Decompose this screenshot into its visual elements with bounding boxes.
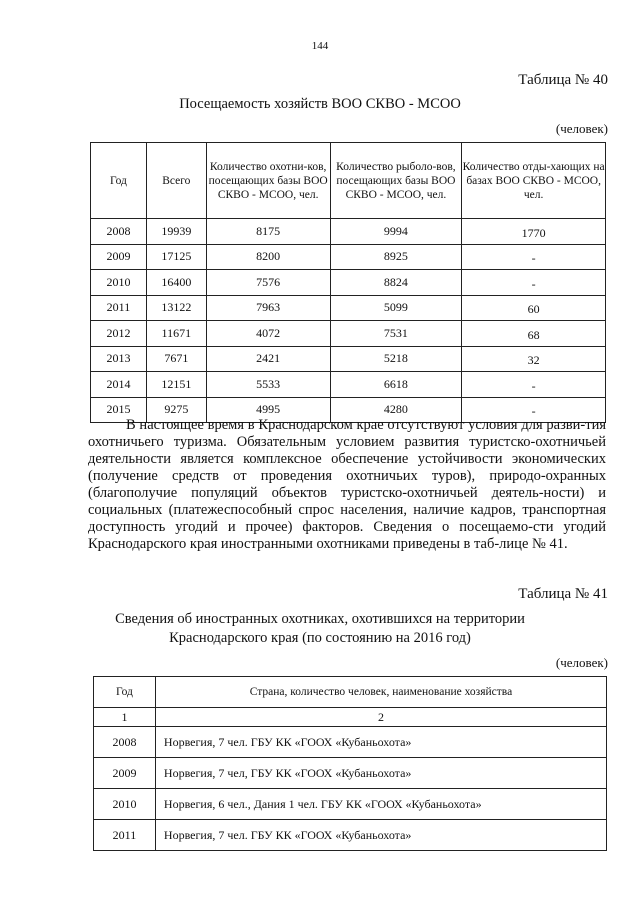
cell-hunters: 7576 — [206, 270, 330, 296]
cell-vacationers: - — [462, 270, 606, 296]
column-number: 2 — [155, 708, 606, 727]
table-40-header-row — [91, 143, 606, 219]
cell-year: 2010 — [94, 789, 156, 820]
cell-fishers: 5099 — [330, 295, 462, 321]
column-number: 1 — [94, 708, 156, 727]
table-40-unit: (человек) — [555, 121, 608, 136]
cell-year: 2009 — [94, 758, 156, 789]
cell-fishers: 6618 — [330, 372, 462, 398]
cell-year: 2008 — [94, 727, 156, 758]
cell-hunters: 8175 — [206, 219, 330, 245]
cell-vacationers: - — [462, 372, 606, 398]
table-41-title-line2: Краснодарского края (по состоянию на 2016 год) — [169, 630, 471, 646]
cell-details: Норвегия, 7 чел. ГБУ КК «ГООХ «Кубаньохота» — [155, 820, 606, 851]
table-40 — [90, 142, 606, 423]
table-41-label: Таблица № 41 — [518, 586, 608, 602]
cell-fishers: 4280 — [330, 397, 462, 423]
body-paragraph-text: В настоящее время в Краснодарском крае отсутствуют условия для разви-тия охотничьего туризма. Обязательным условием развития туристско-охотничьей деятельности является комплексное обеспечение устойчивости экономических (получение средств от проведения охотничьих туров), природо-охранных (благополучие популяций объектов туристско-охотничьей деятель-ности) и социальных (платежеспособный спрос населения, наличие кадров, транспортная доступность угодий и прочее) факторов. Сведения о посещаемо-сти угодий Краснодарского края иностранными охотниками приведены в таб-лице № 41. — [88, 417, 606, 552]
table-40-label: Таблица № 40 — [518, 72, 608, 88]
cell-total: 13122 — [146, 295, 206, 321]
body-paragraph — [88, 417, 606, 553]
table-row — [94, 758, 607, 789]
table-row — [91, 270, 606, 296]
cell-fishers: 5218 — [330, 346, 462, 372]
cell-vacationers: 32 — [462, 346, 606, 372]
cell-details: Норвегия, 7 чел. ГБУ КК «ГООХ «Кубаньохота» — [155, 727, 606, 758]
cell-total: 7671 — [146, 346, 206, 372]
header-year: Год — [94, 677, 156, 708]
table-41 — [93, 676, 607, 851]
header-fishers: Количество рыболо-вов, посещающих базы ВОО СКВО - МСОО, чел. — [330, 143, 462, 219]
table-row — [91, 244, 606, 270]
cell-hunters: 4995 — [206, 397, 330, 423]
table-row — [94, 820, 607, 851]
table-row — [94, 727, 607, 758]
header-hunters: Количество охотни-ков, посещающих базы ВОО СКВО - МСОО, чел. — [206, 143, 330, 219]
table-row — [94, 789, 607, 820]
cell-total: 17125 — [146, 244, 206, 270]
cell-hunters: 2421 — [206, 346, 330, 372]
header-year: Год — [91, 143, 147, 219]
cell-fishers: 7531 — [330, 321, 462, 347]
cell-total: 19939 — [146, 219, 206, 245]
header-vacationers: Количество отды-хающих на базах ВОО СКВО - МСОО, чел. — [462, 143, 606, 219]
cell-vacationers: 60 — [462, 295, 606, 321]
cell-year: 2013 — [91, 346, 147, 372]
cell-year: 2009 — [91, 244, 147, 270]
cell-total: 12151 — [146, 372, 206, 398]
cell-details: Норвегия, 6 чел., Дания 1 чел. ГБУ КК «ГООХ «Кубаньохота» — [155, 789, 606, 820]
table-41-header-row — [94, 677, 607, 708]
column-number-row — [94, 708, 607, 727]
cell-hunters: 5533 — [206, 372, 330, 398]
cell-hunters: 8200 — [206, 244, 330, 270]
table-row — [91, 295, 606, 321]
cell-hunters: 7963 — [206, 295, 330, 321]
cell-fishers: 9994 — [330, 219, 462, 245]
header-country-details: Страна, количество человек, наименование хозяйства — [155, 677, 606, 708]
cell-vacationers: 1770 — [462, 219, 606, 245]
cell-total: 16400 — [146, 270, 206, 296]
cell-year: 2010 — [91, 270, 147, 296]
cell-vacationers: - — [462, 397, 606, 423]
page-number: 144 — [311, 40, 329, 52]
cell-total: 11671 — [146, 321, 206, 347]
cell-year: 2011 — [94, 820, 156, 851]
cell-year: 2011 — [91, 295, 147, 321]
table-row — [91, 321, 606, 347]
table-41-title-line1: Сведения об иностранных охотниках, охотившихся на территории — [115, 611, 525, 627]
cell-year: 2015 — [91, 397, 147, 423]
table-row — [91, 219, 606, 245]
cell-year: 2008 — [91, 219, 147, 245]
cell-vacationers: 68 — [462, 321, 606, 347]
cell-year: 2012 — [91, 321, 147, 347]
cell-details: Норвегия, 7 чел, ГБУ КК «ГООХ «Кубаньохота» — [155, 758, 606, 789]
cell-hunters: 4072 — [206, 321, 330, 347]
cell-year: 2014 — [91, 372, 147, 398]
cell-total: 9275 — [146, 397, 206, 423]
table-41-unit: (человек) — [555, 655, 608, 670]
table-row — [91, 372, 606, 398]
header-total: Всего — [146, 143, 206, 219]
table-row — [91, 346, 606, 372]
cell-fishers: 8824 — [330, 270, 462, 296]
table-40-title: Посещаемость хозяйств ВОО СКВО - МСОО — [179, 96, 461, 112]
cell-vacationers: - — [462, 244, 606, 270]
cell-fishers: 8925 — [330, 244, 462, 270]
